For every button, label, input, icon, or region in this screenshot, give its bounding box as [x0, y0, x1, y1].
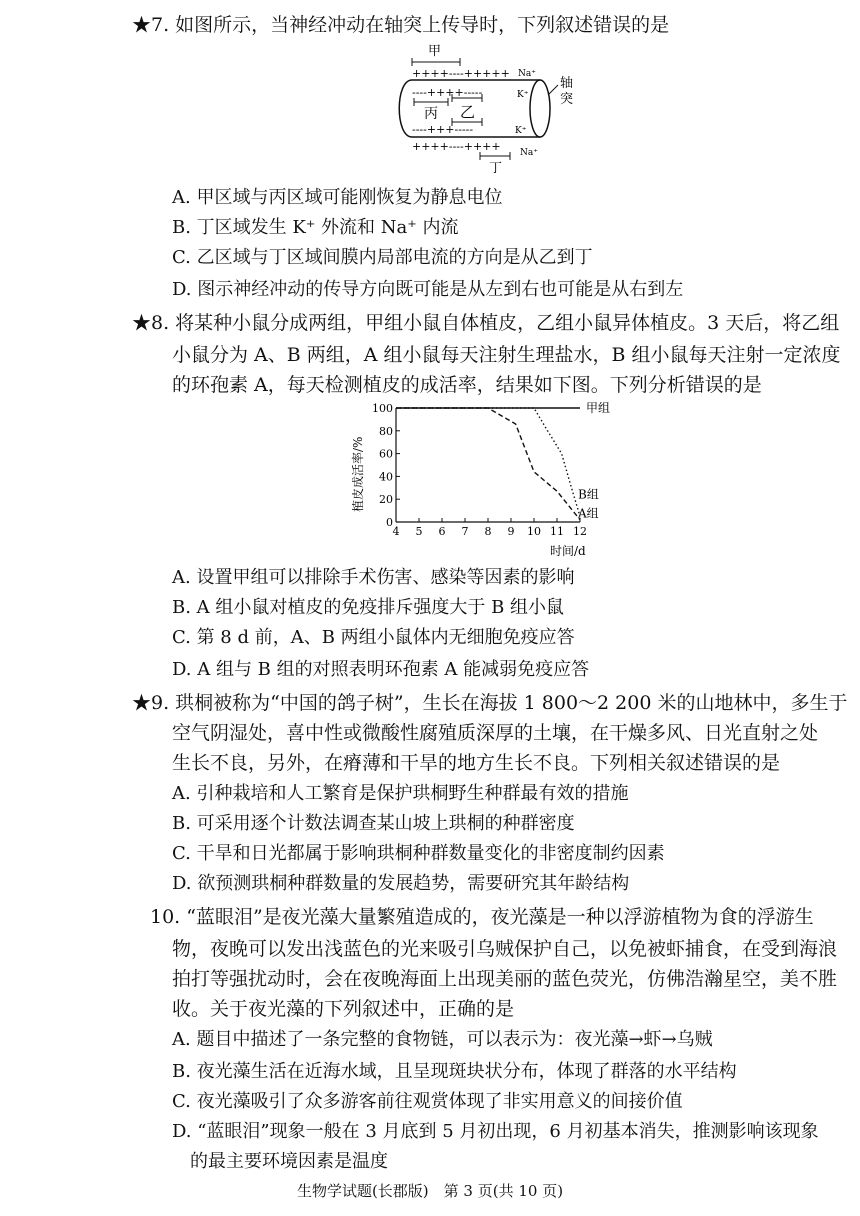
chart-x-tick-label: 5	[415, 525, 423, 538]
chart-series-label-2: B组	[578, 487, 599, 502]
q10-option-c[interactable]: C. 夜光藻吸引了众多游客前往观赏体现了非实用意义的间接价值	[172, 1091, 683, 1112]
q7-option-d[interactable]: D. 图示神经冲动的传导方向既可能是从左到右也可能是从右到左	[172, 279, 684, 300]
na-top-label: Na⁺	[518, 69, 536, 79]
q7-option-c[interactable]: C. 乙区域与丁区域间膜内局部电流的方向是从乙到丁	[172, 247, 593, 268]
q9-option-d[interactable]: D. 欲预测珙桐种群数量的发展趋势，需要研究其年龄结构	[172, 873, 630, 894]
q10-stem-line-1: 10. “蓝眼泪”是夜光藻大量繁殖造成的，夜光藻是一种以浮游植物为食的浮游生	[150, 906, 814, 928]
q10-stem-line-3: 拍打等强扰动时，会在夜晚海面上出现美丽的蓝色荧光，仿佛浩瀚星空，美不胜	[172, 968, 838, 990]
chart-y-axis-label: 植皮成活率/%	[351, 436, 365, 512]
label-axon-2: 突	[560, 92, 574, 107]
chart-x-tick-label: 4	[392, 525, 400, 538]
q8-option-a[interactable]: A. 设置甲组可以排除手术伤害、感染等因素的影响	[172, 567, 575, 588]
q7-option-b[interactable]: B. 丁区域发生 K⁺ 外流和 Na⁺ 内流	[172, 217, 459, 238]
q9-stem-line-1: ★9. 珙桐被称为“中国的鸽子树”，生长在海拔 1 800～2 200 米的山地林中，多生于	[132, 692, 848, 714]
q10-option-d-line-2[interactable]: 的最主要环境因素是温度	[190, 1151, 388, 1172]
chart-series-line-2	[396, 408, 580, 516]
q9-stem-line-3: 生长不良，另外，在瘠薄和干旱的地方生长不良。下列相关叙述错误的是	[172, 752, 781, 774]
bottom-outer-charges: ++++----++++	[412, 140, 501, 153]
label-jia: 甲	[428, 44, 442, 59]
na-bottom-label: Na⁺	[520, 148, 538, 158]
chart-y-tick-label: 20	[379, 493, 393, 507]
chart-x-tick-label: 12	[573, 525, 587, 538]
k-bottom-label: K⁺	[515, 126, 527, 136]
q8-option-c[interactable]: C. 第 8 d 前，A、B 两组小鼠体内无细胞免疫应答	[172, 627, 575, 648]
q7-option-a[interactable]: A. 甲区域与丙区域可能刚恢复为静息电位	[172, 187, 503, 208]
q10-option-b[interactable]: B. 夜光藻生活在近海水域，且呈现斑块状分布，体现了群落的水平结构	[172, 1061, 737, 1082]
q9-option-c[interactable]: C. 干旱和日光都属于影响珙桐种群数量变化的非密度制约因素	[172, 843, 665, 864]
axon-diagram	[390, 40, 590, 175]
axon-pointer	[548, 85, 558, 95]
q9-stem-line-2: 空气阴湿处，喜中性或微酸性腐殖质深厚的土壤，在干燥多风、日光直射之处	[172, 722, 819, 744]
bottom-inner-charges: ----+++-----	[412, 123, 474, 136]
chart-x-tick-label: 10	[527, 525, 541, 538]
q8-stem-line-2: 小鼠分为 A、B 两组，A 组小鼠每天注射生理盐水，B 组小鼠每天注射一定浓度	[172, 344, 841, 366]
chart-series-label-0: 甲组	[586, 401, 611, 415]
chart-y-tick-label: 0	[386, 516, 393, 529]
label-yi: 乙	[460, 103, 476, 121]
chart-series-label-1: A组	[578, 506, 599, 521]
chart-y-tick-label: 60	[379, 447, 393, 461]
axon-diagram-svg	[390, 40, 590, 175]
axon-left-end	[399, 80, 412, 137]
chart-x-tick-label: 8	[484, 525, 492, 538]
q10-option-a[interactable]: A. 题目中描述了一条完整的食物链，可以表示为：夜光藻→虾→乌贼	[172, 1029, 713, 1050]
q10-stem-line-4: 收。关于夜光藻的下列叙述中，正确的是	[172, 998, 515, 1020]
q9-option-a[interactable]: A. 引种栽培和人工繁育是保护珙桐野生种群最有效的措施	[172, 783, 629, 804]
k-top-label: K⁺	[517, 90, 529, 100]
label-axon-1: 轴	[560, 76, 574, 91]
axon-right-end	[530, 80, 550, 137]
q8-option-d[interactable]: D. A 组与 B 组的对照表明环孢素 A 能减弱免疫应答	[172, 659, 590, 680]
top-outer-charges: ++++----+++++	[412, 67, 510, 80]
q10-option-d-line-1[interactable]: D. “蓝眼泪”现象一般在 3 月底到 5 月初出现，6 月初基本消失，推测影响该现象	[172, 1121, 819, 1142]
chart-x-tick-label: 7	[461, 525, 469, 538]
chart-x-tick-label: 6	[438, 525, 446, 538]
chart-y-tick-label: 40	[379, 470, 393, 484]
q9-option-b[interactable]: B. 可采用逐个计数法调查某山坡上珙桐的种群密度	[172, 813, 575, 834]
page-footer: 生物学试题(长郡版) 第 3 页(共 10 页)	[296, 1182, 564, 1200]
graft-survival-chart	[348, 400, 628, 560]
graft-survival-chart-svg	[348, 400, 628, 560]
chart-x-tick-label: 11	[550, 525, 564, 538]
chart-x-axis-label: 时间/d	[550, 544, 586, 558]
top-inner-charges: ----++++-----	[412, 86, 483, 99]
q10-stem-line-2: 物，夜晚可以发出浅蓝色的光来吸引乌贼保护自己，以免被虾捕食，在受到海浪	[172, 938, 838, 960]
q8-stem-line-3: 的环孢素 A，每天检测植皮的成活率，结果如下图。下列分析错误的是	[172, 374, 762, 396]
q8-option-b[interactable]: B. A 组小鼠对植皮的免疫排斥强度大于 B 组小鼠	[172, 597, 565, 618]
chart-series-line-1	[396, 408, 580, 520]
q7-stem: ★7. 如图所示，当神经冲动在轴突上传导时，下列叙述错误的是	[132, 14, 670, 36]
chart-y-tick-label: 80	[379, 424, 393, 438]
q8-stem-line-1: ★8. 将某种小鼠分成两组，甲组小鼠自体植皮，乙组小鼠异体植皮。3 天后，将乙组	[132, 312, 840, 334]
label-ding: 丁	[489, 161, 503, 175]
label-bing: 丙	[424, 106, 438, 122]
chart-x-tick-label: 9	[507, 525, 515, 538]
chart-y-tick-label: 100	[372, 402, 393, 415]
